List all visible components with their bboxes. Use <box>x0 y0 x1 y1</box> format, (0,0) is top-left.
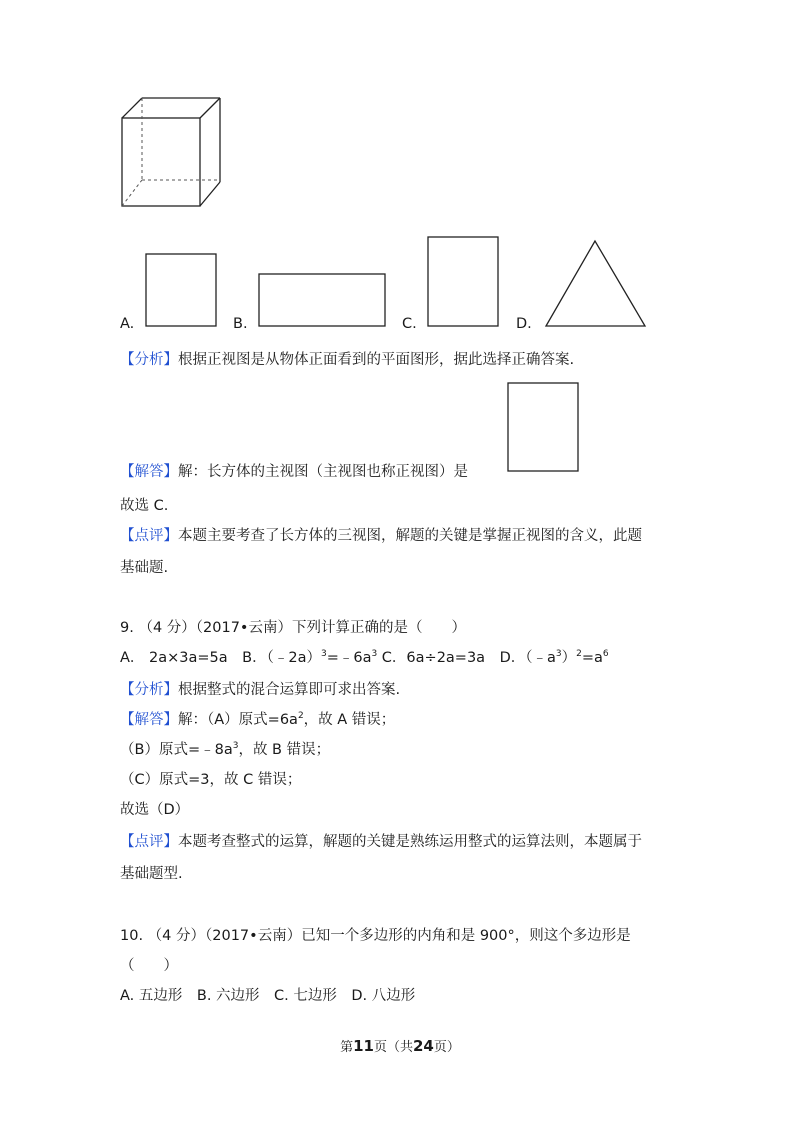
q10-options: A. 五边形 B. 六边形 C. 七边形 D. 八边形 <box>120 988 416 1004</box>
option-b-label: B. <box>233 316 248 332</box>
comment-tag: 【点评】 <box>120 834 178 850</box>
option-d-label: D. <box>516 316 532 332</box>
analysis-text: 根据整式的混合运算即可求出答案. <box>178 682 401 698</box>
q9-comment <box>120 832 642 852</box>
q9-comment-cont: 基础题型. <box>120 866 183 882</box>
option-c-label: C. <box>402 316 417 332</box>
q9-options: A． 2a×3a=5a B．$(﹣2a)^3=﹣6a^3$ C．6a÷2a=3a D．$(﹣a^3)^2=a^6$ <box>120 649 609 666</box>
q9-choice: 故选（D） <box>120 802 190 818</box>
comment-tag: 【点评】 <box>120 528 178 544</box>
q9-analysis <box>120 680 400 700</box>
page-total: 24 <box>413 1037 434 1055</box>
q9-solution-b: （B）原式$=﹣8a^3$，故 B 错误； <box>120 741 331 758</box>
q10-paren: （ ） <box>120 958 178 974</box>
comment-text: 本题主要考查了长方体的三视图，解题的关键是掌握正视图的含义，此题 <box>178 528 642 544</box>
analysis-tag: 【分析】 <box>120 682 178 698</box>
q8-comment-cont: 基础题. <box>120 560 169 576</box>
q8-solution <box>120 462 468 482</box>
option-a-label: A. <box>120 316 135 332</box>
q9-stem: 9. （4 分）（2017•云南）下列计算正确的是（ ） <box>120 620 466 636</box>
page-footer: 第11页（共24页） <box>340 1037 460 1055</box>
q9-solution-c: （C）原式=3，故 C 错误； <box>120 772 302 788</box>
solution-text: 解：长方体的主视图（主视图也称正视图）是 <box>178 464 468 480</box>
comment-text: 本题考查整式的运算，解题的关键是熟练运用整式的运算法则，本题属于 <box>178 834 642 850</box>
analysis-tag: 【分析】 <box>120 352 178 368</box>
q8-analysis <box>120 350 574 370</box>
solution-tag: 【解答】 <box>120 464 178 480</box>
q10-stem: 10. （4 分）（2017•云南）已知一个多边形的内角和是 900°，则这个多边形是 <box>120 928 631 944</box>
page-number: 11 <box>353 1037 374 1055</box>
q9-solution: 【解答】解：（A）原式$=6a^2$，故 A 错误； <box>120 711 396 728</box>
solution-tag: 【解答】 <box>120 712 178 728</box>
q8-choice: 故选 C. <box>120 498 169 514</box>
analysis-text: 根据正视图是从物体正面看到的平面图形，据此选择正确答案. <box>178 352 575 368</box>
q8-comment <box>120 526 642 546</box>
